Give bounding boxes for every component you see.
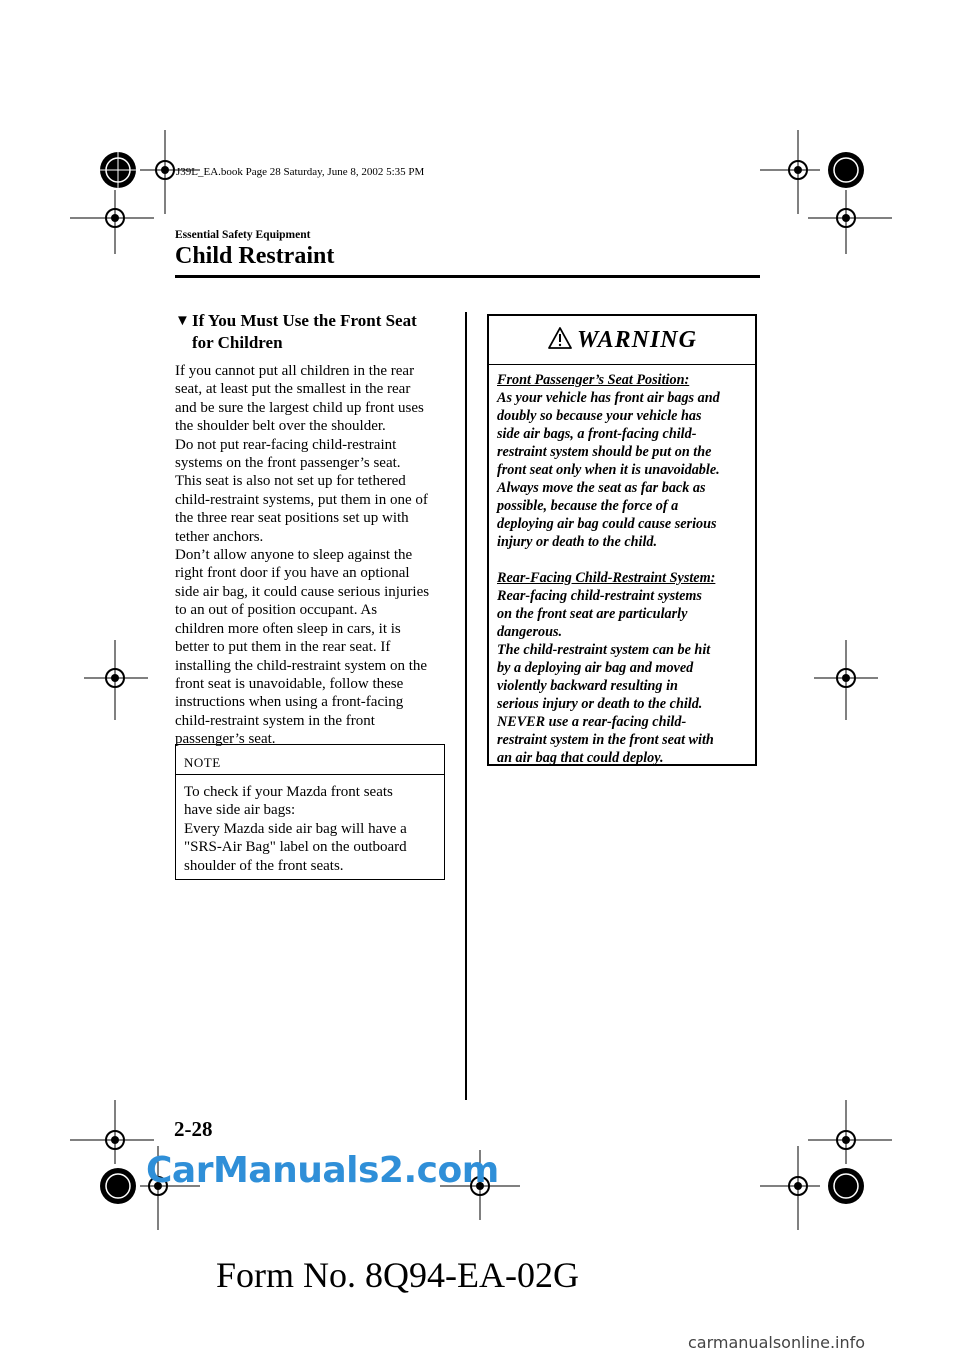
registration-mark-bottom-left — [96, 1164, 140, 1208]
note-label: NOTE — [176, 745, 444, 775]
warning-line: restraint system should be put on the — [497, 444, 712, 460]
warning-line: Rear-facing child-restraint systems — [497, 588, 702, 604]
warning-section-title: Rear-Facing Child-Restraint System: — [497, 570, 716, 586]
crosshair-mark-right-top — [808, 190, 892, 254]
registration-mark-bottom-right — [824, 1164, 868, 1208]
section-label: Essential Safety Equipment — [175, 229, 311, 241]
warning-line: doubly so because your vehicle has — [497, 408, 702, 424]
warning-line: NEVER use a rear-facing child- — [497, 714, 687, 730]
body-line: passenger’s seat. — [175, 731, 276, 748]
body-line: children more often sleep in cars, it is — [175, 620, 401, 637]
body-line: installing the child-restraint system on the — [175, 657, 428, 674]
warning-line: dangerous. — [497, 624, 563, 640]
warning-title: WARNING — [577, 326, 697, 353]
registration-mark-top-left — [96, 148, 140, 192]
body-line: child-restraint system in the front — [175, 712, 375, 729]
body-line: side air bag, it could cause serious injuries — [175, 583, 430, 600]
note-line: "SRS-Air Bag" label on the outboard — [184, 839, 407, 856]
body-line: This seat is also not set up for tethered — [175, 473, 406, 490]
body-line: seat, at least put the smallest in the rear — [175, 381, 411, 398]
registration-mark-top-right — [824, 148, 868, 192]
warning-line: side air bags, a front-facing child- — [497, 426, 697, 442]
crosshair-mark-left-middle — [84, 640, 148, 720]
body-line: Do not put rear-facing child-restraint — [175, 436, 397, 453]
note-box — [175, 744, 445, 880]
warning-line: violently backward resulting in — [497, 678, 678, 694]
subheading — [175, 310, 447, 354]
watermark-logo[interactable]: CarManuals2.com — [146, 1150, 499, 1191]
warning-line: As your vehicle has front air bags and — [497, 390, 720, 406]
warning-line: restraint system in the front seat with — [497, 732, 714, 748]
warning-line: serious injury or death to the child. — [497, 696, 703, 712]
body-line: tether anchors. — [175, 528, 264, 545]
page-title: Child Restraint — [175, 243, 335, 269]
note-line: To check if your Mazda front seats — [184, 784, 393, 800]
body-line: systems on the front passenger’s seat. — [175, 455, 401, 472]
warning-body — [489, 365, 755, 767]
warning-line: deploying air bag could cause serious — [497, 516, 717, 532]
note-line: have side air bags: — [184, 802, 296, 819]
body-line: front seat is unavoidable, follow these — [175, 675, 404, 692]
warning-line: The child-restraint system can be hit — [497, 642, 711, 658]
left-column — [175, 310, 447, 749]
body-line: better to put them in the rear seat. If — [175, 639, 391, 656]
warning-line: on the front seat are particularly — [497, 606, 688, 622]
warning-header — [489, 316, 755, 365]
warning-line: injury or death to the child. — [497, 534, 658, 550]
warning-section-title: Front Passenger’s Seat Position: — [497, 372, 690, 388]
body-line: Don’t allow anyone to sleep against the — [175, 547, 413, 564]
page-number: 2-28 — [174, 1117, 213, 1141]
warning-line: Always move the seat as far back as — [497, 480, 706, 496]
body-line: right front door if you have an optional — [175, 565, 410, 582]
form-number: Form No. 8Q94-EA-02G — [216, 1255, 579, 1295]
note-body — [176, 775, 444, 875]
crosshair-mark-right-middle — [814, 640, 878, 720]
warning-line: an air bag that could deploy. — [497, 750, 664, 766]
column-divider — [465, 312, 467, 1100]
note-line: Every Mazda side air bag will have a — [184, 820, 407, 837]
body-line: the three rear seat positions set up with — [175, 510, 409, 527]
warning-line: by a deploying air bag and moved — [497, 660, 694, 676]
footer-url[interactable]: carmanualsonline.info — [688, 1333, 866, 1352]
body-paragraph — [175, 362, 447, 749]
note-line: shoulder of the front seats. — [184, 857, 344, 874]
triangle-down-icon: ▼ — [175, 313, 190, 329]
crosshair-mark-bottom-right — [808, 1100, 892, 1164]
body-line: the shoulder belt over the shoulder. — [175, 418, 386, 435]
warning-line: possible, because the force of a — [497, 498, 679, 514]
crosshair-mark-bottom-right-2 — [760, 1146, 820, 1230]
body-line: If you cannot put all children in the rear — [175, 363, 415, 379]
book-file-info: J39L_EA.book Page 28 Saturday, June 8, 2002 5:35 PM — [176, 166, 425, 178]
subheading-line: If You Must Use the Front Seat — [192, 311, 417, 330]
body-line: child-restraint systems, put them in one of — [175, 491, 428, 508]
warning-line: front seat only when it is unavoidable. — [497, 462, 720, 478]
body-line: to an out of position occupant. As — [175, 602, 378, 619]
body-line: and be sure the largest child up front uses — [175, 399, 424, 416]
warning-triangle-icon — [547, 326, 573, 355]
subheading-line: for Children — [192, 333, 283, 352]
header-rule — [175, 275, 760, 278]
crosshair-mark-left-top — [70, 190, 154, 254]
body-line: instructions when using a front-facing — [175, 694, 404, 711]
warning-box — [487, 314, 757, 766]
